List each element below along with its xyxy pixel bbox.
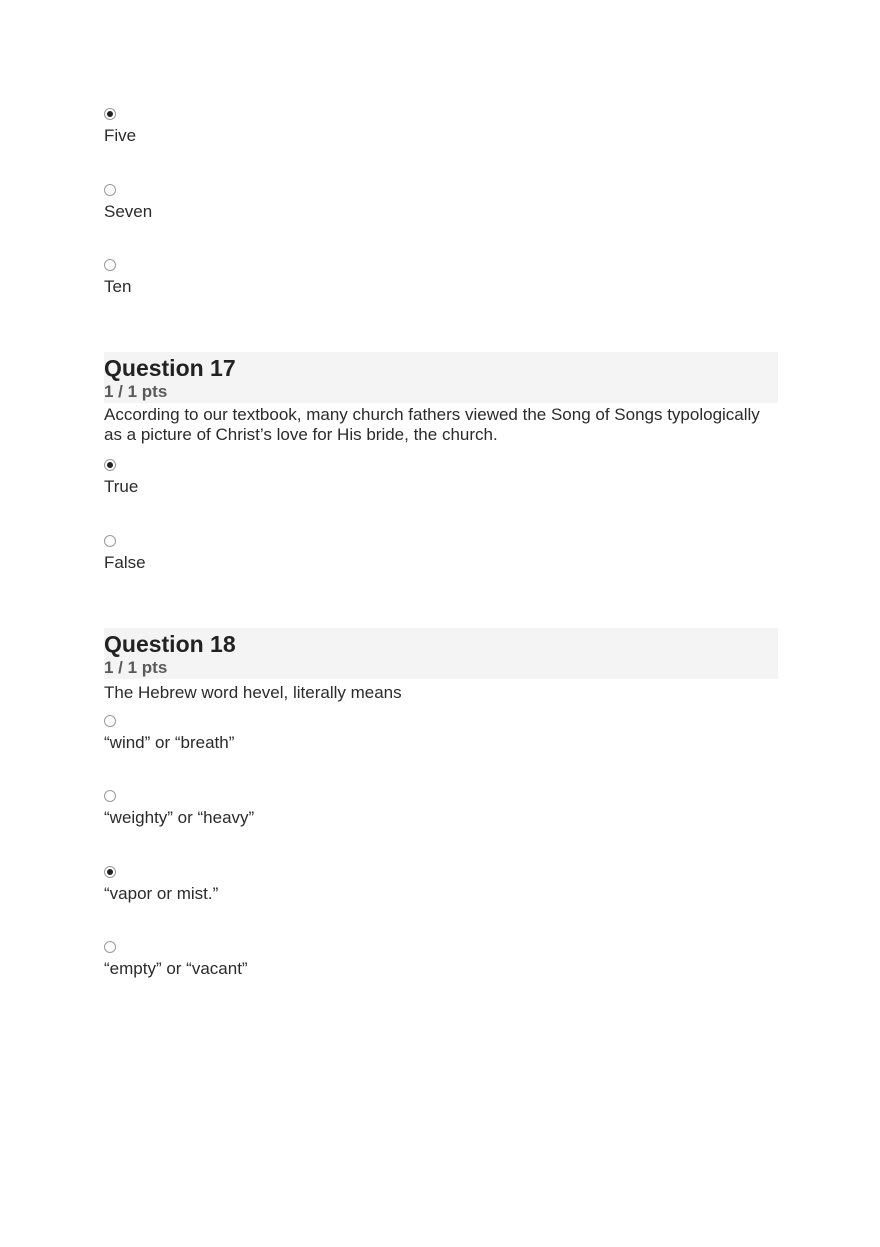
option-label: Five (104, 126, 137, 145)
option-label: “vapor or mist.” (104, 884, 219, 903)
question-text: According to our textbook, many church fathers viewed the Song of Songs typologically as a picture of Christ’s love for His bride, the church. (104, 405, 760, 444)
question-points: 1 / 1 pts (104, 382, 168, 401)
option-label: False (104, 553, 146, 572)
question-points: 1 / 1 pts (104, 658, 168, 677)
radio-button-selected[interactable] (104, 459, 116, 471)
radio-button-selected[interactable] (104, 866, 116, 878)
question-text: The Hebrew word hevel, literally means (104, 683, 402, 702)
radio-button[interactable] (104, 259, 116, 271)
question-title: Question 18 (104, 631, 236, 657)
radio-button[interactable] (104, 184, 116, 196)
question-header (104, 352, 778, 403)
option-label: “wind” or “breath” (104, 733, 235, 752)
option-label: “empty” or “vacant” (104, 959, 248, 978)
question-title: Question 17 (104, 355, 236, 381)
radio-button[interactable] (104, 790, 116, 802)
option-label: True (104, 477, 139, 496)
radio-button-selected[interactable] (104, 108, 116, 120)
option-label: Ten (104, 277, 132, 296)
radio-button[interactable] (104, 715, 116, 727)
radio-button[interactable] (104, 941, 116, 953)
option-label: “weighty” or “heavy” (104, 808, 255, 827)
radio-button[interactable] (104, 535, 116, 547)
question-header (104, 628, 778, 679)
option-label: Seven (104, 202, 153, 221)
